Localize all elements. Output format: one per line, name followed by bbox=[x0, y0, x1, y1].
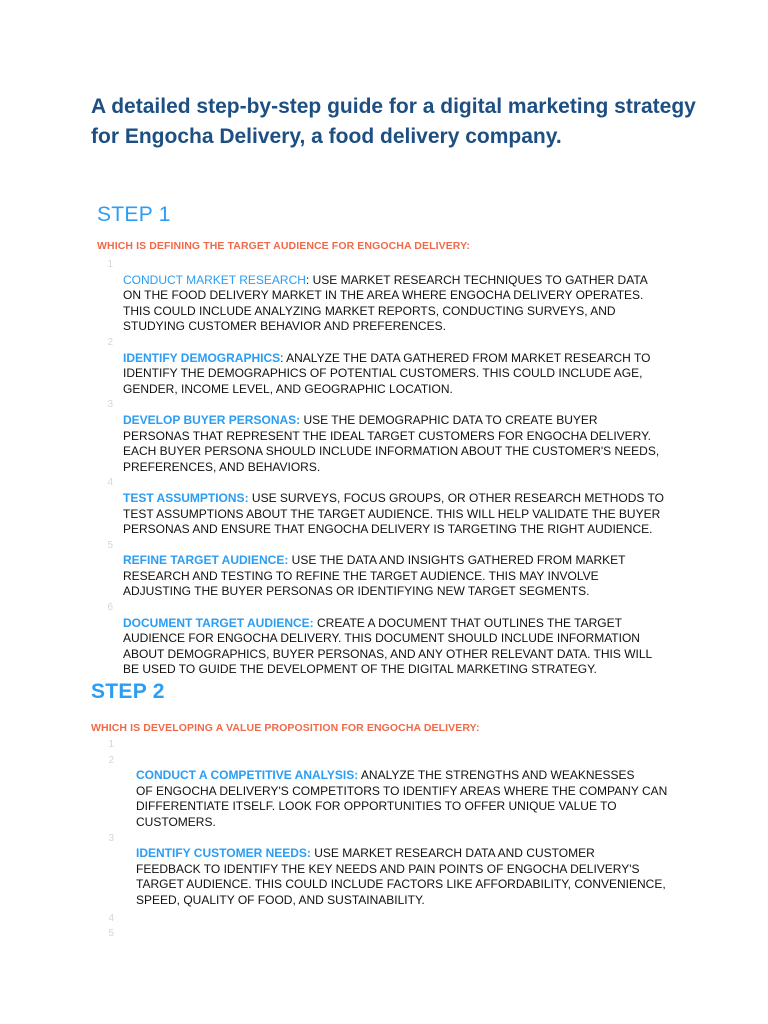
list-item bbox=[108, 737, 706, 753]
step2-heading: STEP 2 bbox=[91, 680, 165, 703]
list-item bbox=[108, 926, 706, 942]
step2-list bbox=[108, 737, 706, 942]
list-item-text: CREATE A DOCUMENT THAT OUTLINES THE TARGET AUDIENCE FOR ENGOCHA DELIVERY. THIS DOCUMENT SHOULD INCLUDE INFORMATION ABOUT DEMOGRAPHICS, BUYER PERSONAS, AND ANY OTHER RELEVANT DATA. THIS WILL BE USED TO GUIDE THE DEVELOPMENT OF THE DIGITAL MARKETING STRATEGY. bbox=[123, 615, 653, 677]
list-item-text: ANALYZE THE STRENGTHS AND WEAKNESSES OF ENGOCHA DELIVERY'S COMPETITORS TO IDENTIFY AREAS WHERE THE COMPANY CAN DIFFERENTIATE ITSELF. LOOK FOR OPPORTUNITIES TO OFFER UNIQUE VALUE TO CUSTOMERS. bbox=[136, 768, 668, 829]
list-number: 6 bbox=[107, 602, 113, 614]
list-number: 2 bbox=[107, 336, 113, 348]
list-number: 5 bbox=[108, 928, 114, 940]
list-item-text: USE SURVEYS, FOCUS GROUPS, OR OTHER RESEARCH METHODS TO TEST ASSUMPTIONS ABOUT THE TARGET AUDIENCE. THIS WILL HELP VALIDATE THE BUYER PERSONAS AND ENSURE THAT ENGOCHA DELIVERY IS TARGETING THE RIGHT AUDIENCE. bbox=[123, 490, 664, 537]
list-item-text: : ANALYZE THE DATA GATHERED FROM MARKET RESEARCH TO IDENTIFY THE DEMOGRAPHICS OF POTENTIAL CUSTOMERS. THIS COULD INCLUDE AGE, GENDER, INCOME LEVEL, AND GEOGRAPHIC LOCATION. bbox=[123, 350, 651, 396]
list-item-term: IDENTIFY CUSTOMER NEEDS: bbox=[136, 846, 311, 861]
list-item-term: CONDUCT MARKET RESEARCH bbox=[123, 272, 306, 287]
list-item-text: USE THE DEMOGRAPHIC DATA TO CREATE BUYER PERSONAS THAT REPRESENT THE IDEAL TARGET CUSTOMERS FOR ENGOCHA DELIVERY. EACH BUYER PERSONA SHOULD INCLUDE INFORMATION ABOUT THE CUSTOMER'S NEEDS, PREFERENCES, AND BEHAVIORS. bbox=[123, 412, 660, 474]
list-item-term: DOCUMENT TARGET AUDIENCE: bbox=[123, 615, 314, 630]
list-item-term: DEVELOP BUYER PERSONAS: bbox=[123, 412, 301, 427]
list-number: 1 bbox=[107, 259, 113, 270]
list-item bbox=[107, 397, 703, 475]
step1-heading: STEP 1 bbox=[97, 203, 171, 226]
list-number: 3 bbox=[108, 832, 114, 844]
list-number: 4 bbox=[108, 912, 114, 924]
list-item bbox=[107, 600, 703, 678]
list-number: 5 bbox=[107, 539, 113, 551]
list-number: 3 bbox=[107, 399, 113, 411]
list-number: 1 bbox=[108, 739, 114, 750]
list-item bbox=[107, 538, 703, 600]
list-item-term: CONDUCT A COMPETITIVE ANALYSIS: bbox=[136, 768, 359, 783]
list-item-text: USE MARKET RESEARCH DATA AND CUSTOMER FEEDBACK TO IDENTIFY THE KEY NEEDS AND PAIN POINTS OF ENGOCHA DELIVERY'S TARGET AUDIENCE. THIS COULD INCLUDE FACTORS LIKE AFFORDABILITY, CONVENIENCE, SPEED, QUALITY OF FOOD, AND SUSTAINABILITY. bbox=[136, 846, 666, 907]
document-title: A detailed step-by-step guide for a digital marketing strategy for Engocha Delivery, a food delivery company. bbox=[91, 95, 696, 148]
list-number: 2 bbox=[108, 754, 114, 766]
list-item-term: REFINE TARGET AUDIENCE: bbox=[123, 553, 289, 568]
list-number: 4 bbox=[107, 477, 113, 489]
step2-subheading: WHICH IS DEVELOPING A VALUE PROPOSITION FOR ENGOCHA DELIVERY: bbox=[91, 722, 480, 734]
list-item-term: TEST ASSUMPTIONS: bbox=[123, 490, 249, 505]
list-item bbox=[108, 753, 706, 831]
list-item bbox=[108, 911, 706, 927]
list-item-text: USE THE DATA AND INSIGHTS GATHERED FROM MARKET RESEARCH AND TESTING TO REFINE THE TARGET AUDIENCE. THIS MAY INVOLVE ADJUSTING THE BUYER PERSONAS OR IDENTIFYING NEW TARGET SEGMENTS. bbox=[123, 553, 626, 599]
list-item bbox=[108, 831, 706, 909]
list-item bbox=[107, 475, 703, 537]
list-item bbox=[107, 257, 703, 335]
list-item-text: : USE MARKET RESEARCH TECHNIQUES TO GATHER DATA ON THE FOOD DELIVERY MARKET IN THE AREA WHERE ENGOCHA DELIVERY OPERATES. THIS COULD INCLUDE ANALYZING MARKET REPORTS, CONDUCTING SURVEYS, AND STUDYING CUSTOMER BEHAVIOR AND PREFERENCES. bbox=[123, 272, 648, 334]
step1-subheading: WHICH IS DEFINING THE TARGET AUDIENCE FOR ENGOCHA DELIVERY: bbox=[97, 240, 471, 252]
step1-list bbox=[107, 257, 703, 678]
list-item-term: IDENTIFY DEMOGRAPHICS bbox=[123, 350, 281, 365]
list-item bbox=[107, 335, 703, 397]
